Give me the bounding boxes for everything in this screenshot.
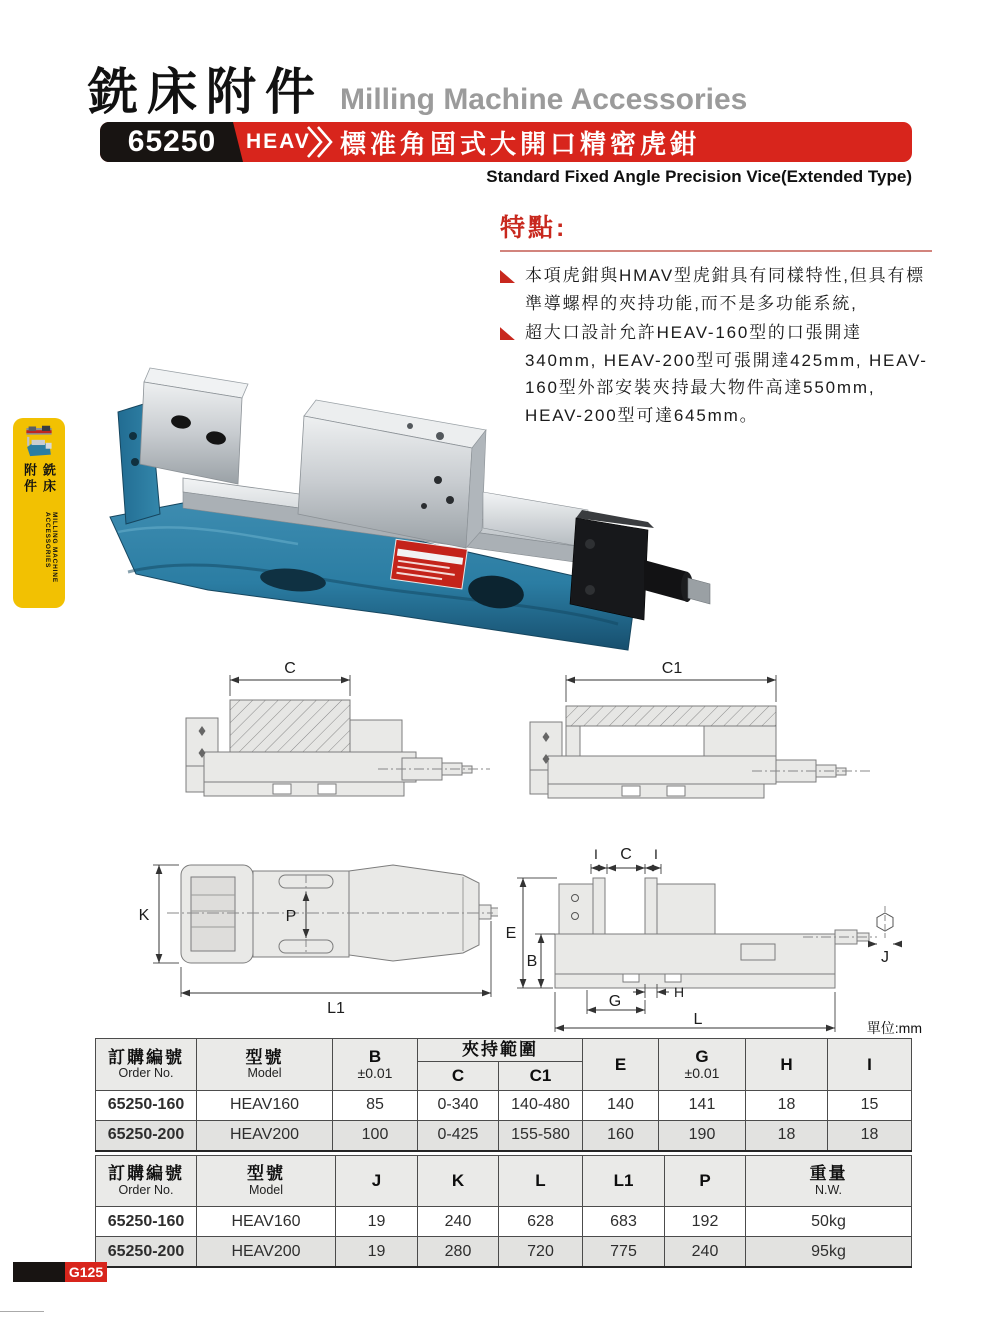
- table-row: 65250-160 HEAV160 19 240 628 683 192 50kg: [96, 1207, 912, 1237]
- table-row: 65250-200 HEAV200 100 0-425 155-580 160 190 18 18: [96, 1120, 912, 1151]
- svg-text:L1: L1: [327, 1000, 345, 1017]
- svg-text:C: C: [284, 660, 296, 677]
- page-badge-black-bar: [13, 1262, 65, 1282]
- svg-text:J: J: [881, 949, 889, 966]
- page-number: G125: [65, 1262, 107, 1282]
- sidebar-tab-labels: [20, 463, 58, 608]
- diagram-side-view-c1: [522, 660, 887, 800]
- spec-table-dimensions: [95, 1038, 912, 1152]
- page-title-chinese: 銑床附件: [88, 64, 324, 120]
- col-header-c1: C1: [499, 1061, 583, 1090]
- col-header-p: P: [665, 1156, 746, 1207]
- chevron-icon: [306, 125, 336, 159]
- col-header-weight: 重量 N.W.: [746, 1156, 912, 1207]
- svg-text:I: I: [594, 846, 598, 862]
- col-header-h: H: [746, 1039, 828, 1091]
- svg-text:L: L: [693, 1011, 703, 1028]
- col-header-model: 型號 Model: [197, 1156, 336, 1207]
- svg-text:P: P: [285, 908, 297, 925]
- col-header-b: B ±0.01: [333, 1039, 418, 1091]
- col-header-clamp-range: 夾持範圍: [418, 1039, 583, 1062]
- diagram-side-view-c: [178, 660, 498, 800]
- sidebar-category-tab: [13, 418, 65, 608]
- col-header-j: J: [336, 1156, 418, 1207]
- feature-item: 本項虎鉗與HMAV型虎鉗具有同樣特性,但具有標準導螺桿的夾持功能,而不是多功能系統,: [500, 262, 932, 317]
- col-header-order-no: 訂購編號 Order No.: [96, 1039, 197, 1091]
- features-section: [500, 208, 932, 431]
- svg-text:E: E: [505, 925, 517, 942]
- svg-text:C: C: [620, 846, 632, 863]
- svg-text:I: I: [654, 846, 658, 862]
- series-code: HEAV: [246, 130, 311, 153]
- svg-text:K: K: [138, 907, 150, 924]
- col-header-c: C: [418, 1061, 499, 1090]
- page-header: [88, 52, 747, 124]
- svg-text:B: B: [526, 953, 538, 970]
- svg-text:G: G: [608, 993, 622, 1010]
- product-banner: [100, 122, 912, 162]
- col-header-order-no: 訂購編號 Order No.: [96, 1156, 197, 1207]
- page-title-english: Milling Machine Accessories: [340, 83, 748, 116]
- diagram-side-view-dims: [503, 826, 903, 1036]
- sidebar-label-english: MILLING MACHINE ACCESSORIES: [44, 512, 58, 584]
- col-header-k: K: [418, 1156, 499, 1207]
- features-heading: 特點:: [500, 208, 932, 252]
- features-list: [500, 262, 932, 429]
- col-header-e: E: [583, 1039, 659, 1091]
- page-number-badge: [13, 1262, 107, 1282]
- col-header-g: G ±0.01: [659, 1039, 746, 1091]
- col-header-i: I: [828, 1039, 912, 1091]
- svg-text:C1: C1: [661, 660, 683, 677]
- sidebar-thumbnail-vice-image: [19, 425, 59, 459]
- product-title-chinese: 標准角固式大開口精密虎鉗: [340, 128, 701, 159]
- product-subtitle-english: Standard Fixed Angle Precision Vice(Extended Type): [486, 167, 912, 186]
- col-header-l: L: [499, 1156, 583, 1207]
- svg-text:H: H: [673, 984, 685, 1000]
- table-row: 65250-160 HEAV160 85 0-340 140-480 140 141 18 15: [96, 1090, 912, 1120]
- trim-mark: [0, 1311, 44, 1312]
- diagram-top-view: [133, 845, 498, 1020]
- table-row: 65250-200 HEAV200 19 280 720 775 240 95kg: [96, 1237, 912, 1268]
- unit-note: 單位:mm: [866, 1020, 922, 1036]
- col-header-l1: L1: [583, 1156, 665, 1207]
- spec-table-weights: [95, 1155, 912, 1268]
- col-header-model: 型號 Model: [197, 1039, 333, 1091]
- order-code: 65250: [127, 125, 217, 158]
- sidebar-label-chinese: 銑床附件: [22, 463, 56, 496]
- feature-item: 超大口設計允許HEAV-160型的口張開達340mm, HEAV-200型可張開達425mm, HEAV-160型外部安裝夾持最大物件高達550mm, HEAV-200型可達645mm。: [500, 319, 932, 429]
